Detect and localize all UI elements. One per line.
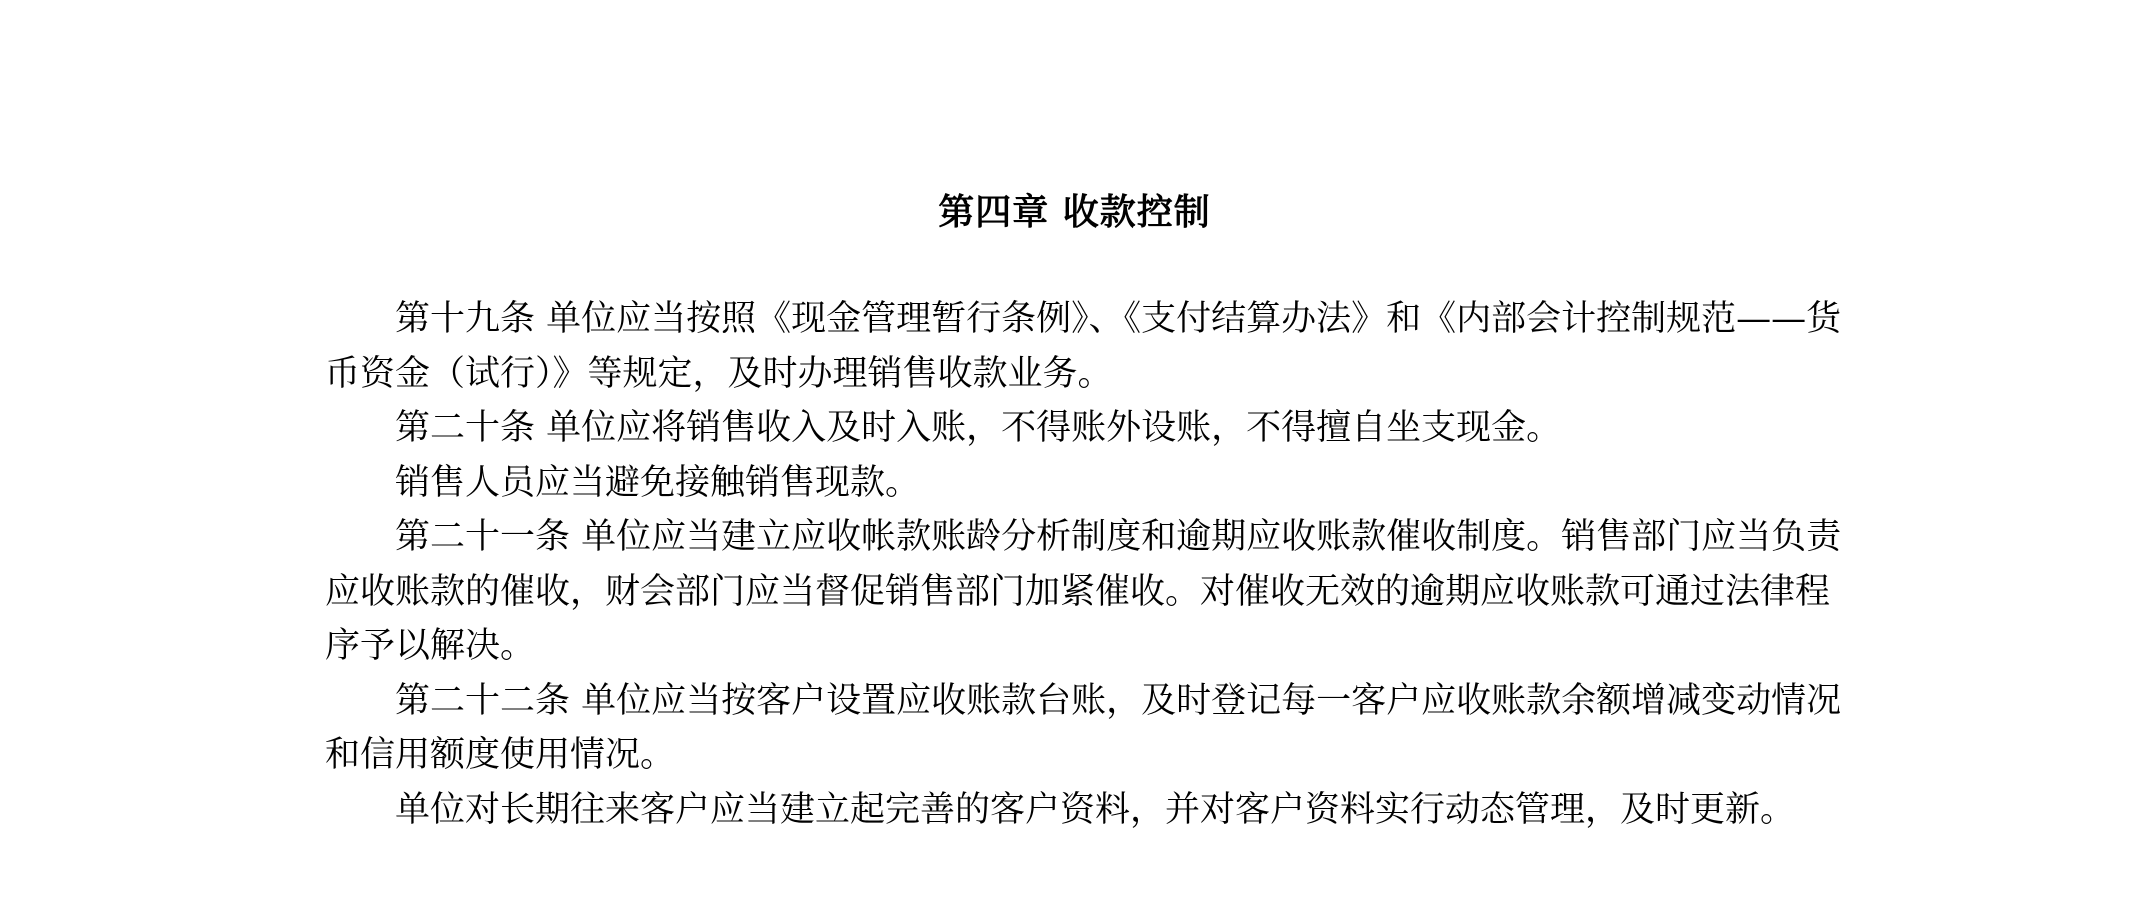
paragraph-article-22: 第二十二条 单位应当按客户设置应收账款台账，及时登记每一客户应收账款余额增减变动情况和信用额度使用情况。 xyxy=(325,680,1842,775)
paragraph-customer-records: 单位对长期往来客户应当建立起完善的客户资料，并对客户资料实行动态管理，及时更新。 xyxy=(395,789,1796,830)
document-body xyxy=(325,292,1845,837)
paragraph-article-20: 第二十条 单位应将销售收入及时入账，不得账外设账，不得擅自坐支现金。 xyxy=(395,408,1562,448)
paragraph-article-21: 第二十一条 单位应当建立应收帐款账龄分析制度和逾期应收账款催收制度。销售部门应当负责应收账款的催收，财会部门应当督促销售部门加紧催收。对催收无效的逾期应收账款可通过法律程序予以解决。 xyxy=(325,517,1842,666)
chapter-title: 第四章 收款控制 xyxy=(938,191,1211,233)
paragraph-sales-staff: 销售人员应当避免接触销售现款。 xyxy=(395,462,921,503)
paragraph-article-19: 第十九条 单位应当按照《现金管理暂行条例》、《支付结算办法》和《内部会计控制规范——货币资金（试行）》等规定，及时办理销售收款业务。 xyxy=(325,299,1842,394)
